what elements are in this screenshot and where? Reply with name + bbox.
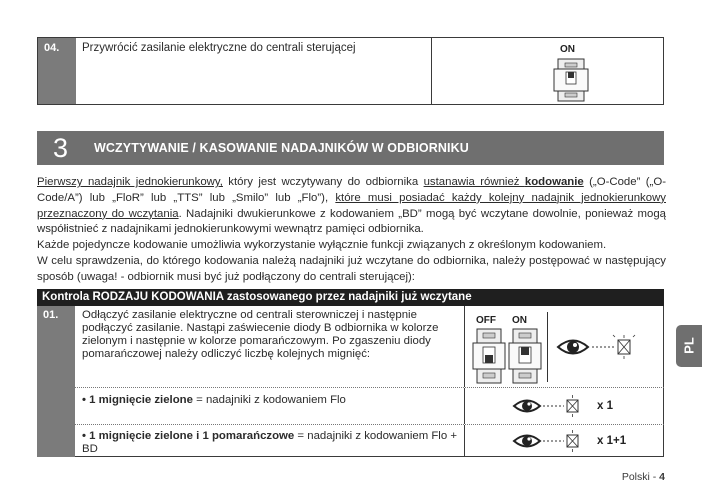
page-footer: [622, 471, 665, 483]
intro-coding-list: („O-Code” („O-Code/A”) lub „FloR” lub „TTS” lub „Smilo” lub „Flo”),: [37, 176, 667, 204]
blink-count: x 1+1: [597, 435, 627, 447]
intro-text-1: który jest wczytywany do odbiornika: [222, 176, 424, 188]
intro-bidirectional: . Nadajniki dwukierunkowe z kodowaniem „BD” mogą być wczytane dowolnie, ponieważ mogą współistnieć z nadajnikami jednokierunkowymi wewnątrz pamięci odbiornika.: [37, 207, 666, 236]
intro-first-transmitter: Pierwszy nadajnik jednokierunkowy,: [37, 176, 223, 188]
check-row-flo-bd: [75, 425, 664, 457]
circuit-breaker-icon: [550, 57, 592, 103]
coding-check-table: [37, 289, 664, 457]
footer-language: Polski -: [621, 471, 660, 483]
check-table-body: [75, 306, 664, 457]
off-label: OFF: [476, 315, 496, 326]
divider: [547, 312, 548, 382]
check-row-text: Odłączyć zasilanie elektryczne od centrali sterowniczej i następnie podłączyć zasilanie. Nastąpi zaświecenie diody B odbiornika w kolorze zielonym i następnie w kolorze pomarańczowym. Po zgaszeniu diody pomarańczowej należy odliczyć liczbę kolejnych mignięć:: [75, 306, 465, 387]
eye-watching-led-icon: [556, 334, 646, 360]
page-number: 4: [659, 471, 665, 483]
check-row-illustration: [466, 425, 664, 457]
check-row-text: [75, 425, 465, 457]
blink-description-bold: • 1 mignięcie zielone i 1 pomarańczowe: [82, 430, 295, 442]
step-text: Przywrócić zasilanie elektryczne do centrali sterującej: [76, 38, 432, 104]
check-row-text: [75, 388, 465, 424]
intro-coding-term: kodowanie: [524, 176, 584, 188]
circuit-breaker-icon: [507, 327, 543, 385]
section-number: 3: [53, 133, 69, 163]
blink-description: = nadajniki z kodowaniem Flo: [192, 394, 346, 406]
check-row-illustration: [466, 388, 664, 424]
section-header: [37, 131, 664, 165]
intro-sets-also: ustanawia również: [423, 176, 525, 188]
check-row-power-cycle: [75, 306, 664, 388]
check-row-flo: [75, 388, 664, 425]
on-label: ON: [512, 315, 527, 326]
intro-check-instruction: W celu sprawdzenia, do którego kodowania należą nadajniki już wczytane do odbiornika, należy postępować w następujący sposób (uwaga! - odbiornik musi być już podłączony do centrali sterującej):: [37, 254, 666, 283]
circuit-breaker-icon: [471, 327, 507, 385]
step-illustration: [433, 38, 663, 104]
check-table-header: Kontrola RODZAJU KODOWANIA zastosowanego przez nadajniki już wczytane: [37, 289, 664, 306]
on-label: ON: [560, 44, 575, 55]
blink-description-bold: • 1 mignięcie zielone: [82, 394, 193, 406]
intro-each-coding: Każde pojedyncze kodowanie umożliwia wykorzystanie wyłącznie funkcji związanych z określonym kodowaniem.: [37, 239, 607, 252]
check-step-number: 01.: [37, 306, 75, 457]
step-number: 04.: [38, 38, 76, 104]
check-row-illustration: [466, 306, 664, 387]
eye-watching-led-icon: [512, 430, 592, 452]
blink-description: = nadajniki z kodowaniem Flo + BD: [82, 430, 457, 455]
step-04-table: [37, 37, 664, 105]
intro-paragraph: [37, 175, 666, 286]
language-tab: [676, 325, 702, 367]
intro-each-next: które musi posiadać każdy kolejny nadajnik jednokierunkowy przeznaczony do wczytania: [37, 191, 666, 220]
section-title: WCZYTYWANIE / KASOWANIE NADAJNIKÓW W ODBIORNIKU: [94, 141, 469, 155]
language-tab-label: PL: [681, 337, 697, 354]
blink-count: x 1: [597, 400, 613, 412]
eye-watching-led-icon: [512, 395, 592, 417]
